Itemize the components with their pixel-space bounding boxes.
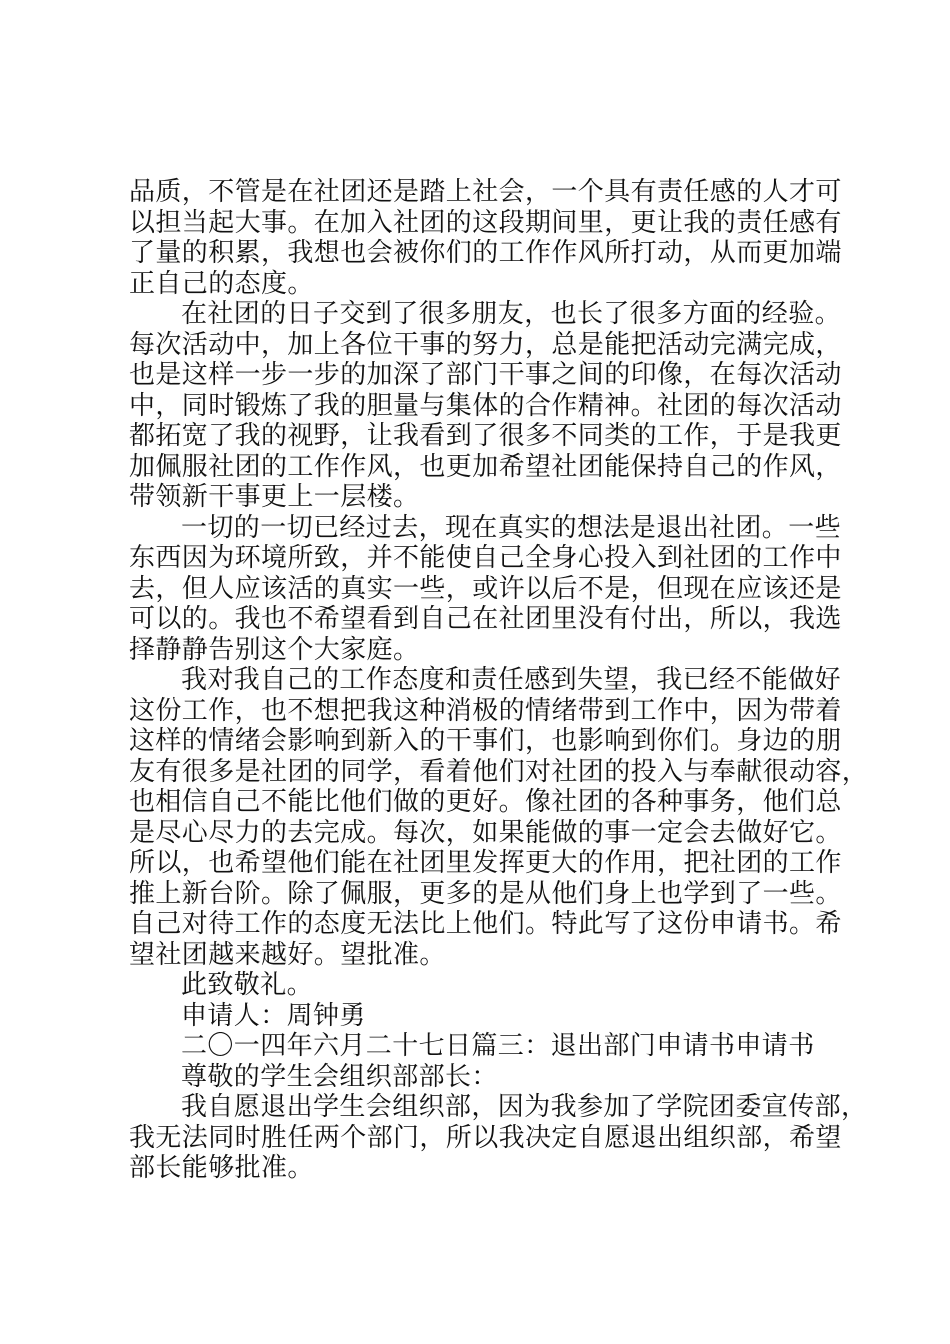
text-line: 这份工作，也不想把我这种消极的情绪带到工作中，因为带着 (129, 695, 842, 726)
paragraph-first-line: 在社团的日子交到了很多朋友，也长了很多方面的经验。 (181, 299, 842, 329)
document-body (129, 177, 869, 1184)
text-line: 中，同时锻炼了我的胆量与集体的合作精神。社团的每次活动 (129, 390, 842, 421)
text-line: 也是这样一步一步的加深了部门干事之间的印像，在每次活动 (129, 360, 842, 390)
text-line: 以担当起大事。在加入社团的这段期间里，更让我的责任感有 (129, 207, 842, 238)
paragraph-first-line: 我对我自己的工作态度和责任感到失望，我已经不能做好 (181, 665, 842, 695)
text-line: 我无法同时胜任两个部门，所以我决定自愿退出组织部，希望 (129, 1122, 842, 1153)
text-line: 去，但人应该活的真实一些，或许以后不是，但现在应该还是 (129, 573, 842, 604)
text-line: 了量的积累，我想也会被你们的工作作风所打动，从而更加端 (129, 238, 842, 268)
addressee-line: 尊敬的学生会组织部部长： (181, 1061, 498, 1092)
paragraph-first-line: 一切的一切已经过去，现在真实的想法是退出社团。一些 (181, 512, 842, 543)
text-line: 可以的。我也不希望看到自己在社团里没有付出，所以，我选 (129, 604, 842, 634)
text-line: 带领新干事更上一层楼。 (129, 482, 420, 512)
applicant-line: 申请人：周钟勇 (181, 1000, 366, 1031)
text-line: 所以，也希望他们能在社团里发挥更大的作用，把社团的工作 (129, 848, 842, 878)
text-line: 都拓宽了我的视野，让我看到了很多不同类的工作，于是我更 (129, 421, 842, 451)
text-line: 望社团越来越好。望批准。 (129, 939, 446, 970)
closing-salutation: 此致敬礼。 (181, 970, 314, 1000)
text-line: 加佩服社团的工作作风，也更加希望社团能保持自己的作风， (129, 451, 842, 482)
text-line: 友有很多是社团的同学，看着他们对社团的投入与奉献很动容， (129, 756, 869, 787)
text-line: 品质，不管是在社团还是踏上社会，一个具有责任感的人才可 (129, 177, 842, 207)
text-line: 也相信自己不能比他们做的更好。像社团的各种事务，他们总 (129, 787, 842, 817)
text-line: 东西因为环境所致，并不能使自己全身心投入到社团的工作中 (129, 543, 842, 573)
text-line: 自己对待工作的态度无法比上他们。特此写了这份申请书。希 (129, 909, 842, 939)
paragraph-first-line: 我自愿退出学生会组织部，因为我参加了学院团委宣传部， (181, 1092, 868, 1122)
text-line: 每次活动中，加上各位干事的努力，总是能把活动完满完成， (129, 329, 842, 360)
text-line: 是尽心尽力的去完成。每次，如果能做的事一定会去做好它。 (129, 817, 842, 848)
text-line: 部长能够批准。 (129, 1153, 314, 1183)
text-line: 这样的情绪会影响到新入的干事们，也影响到你们。身边的朋 (129, 726, 842, 756)
text-line: 正自己的态度。 (129, 268, 314, 299)
date-heading-line: 二〇一四年六月二十七日篇三：退出部门申请书申请书 (181, 1031, 815, 1061)
text-line: 推上新台阶。除了佩服，更多的是从他们身上也学到了一些。 (129, 878, 842, 909)
text-line: 择静静告别这个大家庭。 (129, 634, 420, 665)
